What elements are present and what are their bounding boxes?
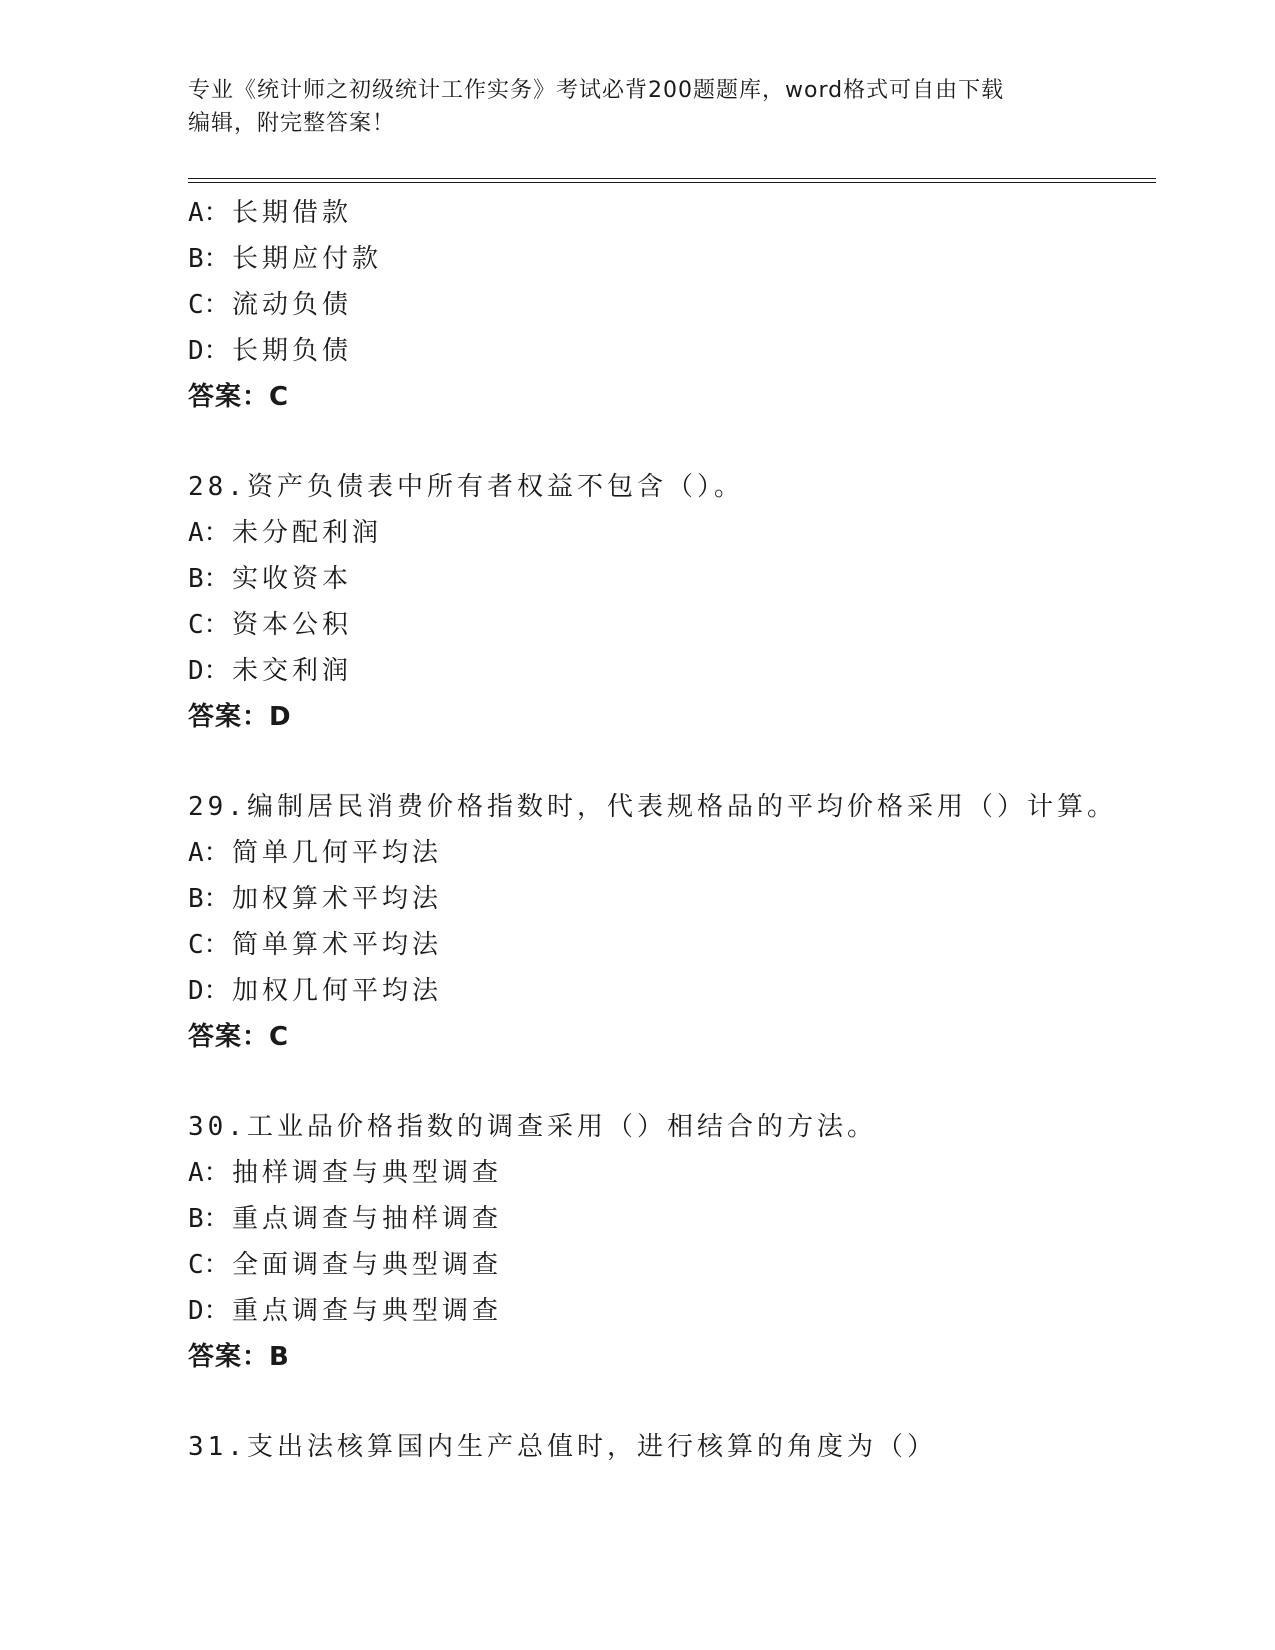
header-double-rule (188, 178, 1156, 183)
option-text: 长期负债 (232, 336, 353, 366)
option-text: 长期应付款 (232, 244, 383, 274)
question-list (188, 190, 1156, 1470)
option-label: C： (188, 1250, 230, 1280)
option-label: B： (188, 564, 230, 594)
option-text: 全面调查与典型调查 (232, 1250, 503, 1280)
option-text: 流动负债 (232, 290, 353, 320)
option-b (188, 876, 1156, 922)
option-d (188, 328, 1156, 374)
option-label: C： (188, 930, 230, 960)
header-title-line-2: 编辑，附完整答案！ (188, 111, 396, 136)
option-label: A： (188, 838, 230, 868)
option-label: D： (188, 336, 230, 366)
option-b (188, 236, 1156, 282)
answer-line: 答案：C (188, 1022, 290, 1052)
option-b (188, 556, 1156, 602)
option-text: 实收资本 (232, 564, 353, 594)
question-28 (188, 464, 1156, 740)
spacer (188, 1380, 1156, 1424)
option-text: 未分配利润 (232, 518, 383, 548)
option-text: 加权算术平均法 (232, 884, 443, 914)
option-label: A： (188, 1158, 230, 1188)
question-stem: 31.支出法核算国内生产总值时，进行核算的角度为（） (188, 1432, 937, 1462)
question-stem: 28.资产负债表中所有者权益不包含（）。 (188, 472, 744, 502)
option-c (188, 1242, 1156, 1288)
spacer (188, 740, 1156, 784)
question-30 (188, 1104, 1156, 1380)
option-a (188, 1150, 1156, 1196)
question-stem: 29.编制居民消费价格指数时，代表规格品的平均价格采用（）计算。 (188, 792, 1117, 822)
option-label: B： (188, 1204, 230, 1234)
question-31 (188, 1424, 1156, 1470)
option-d (188, 648, 1156, 694)
header-title-line-1: 专业《统计师之初级统计工作实务》考试必背200题题库，word格式可自由下载 (188, 78, 1005, 103)
option-label: B： (188, 884, 230, 914)
option-text: 重点调查与典型调查 (232, 1296, 503, 1326)
option-label: C： (188, 290, 230, 320)
option-label: D： (188, 656, 230, 686)
option-text: 重点调查与抽样调查 (232, 1204, 503, 1234)
spacer (188, 1060, 1156, 1104)
option-label: D： (188, 1296, 230, 1326)
question-fragment (188, 190, 1156, 420)
question-stem: 30.工业品价格指数的调查采用（）相结合的方法。 (188, 1112, 877, 1142)
option-d (188, 968, 1156, 1014)
option-label: B： (188, 244, 230, 274)
answer-line: 答案：B (188, 1342, 290, 1372)
option-a (188, 190, 1156, 236)
option-a (188, 830, 1156, 876)
option-c (188, 602, 1156, 648)
option-text: 简单算术平均法 (232, 930, 443, 960)
question-29 (188, 784, 1156, 1060)
option-text: 未交利润 (232, 656, 353, 686)
option-text: 简单几何平均法 (232, 838, 443, 868)
answer-line: 答案：D (188, 702, 292, 732)
answer-line: 答案：C (188, 382, 290, 412)
option-b (188, 1196, 1156, 1242)
option-text: 加权几何平均法 (232, 976, 443, 1006)
option-label: C： (188, 610, 230, 640)
option-label: A： (188, 198, 230, 228)
option-text: 长期借款 (232, 198, 353, 228)
spacer (188, 420, 1156, 464)
option-label: D： (188, 976, 230, 1006)
option-text: 资本公积 (232, 610, 353, 640)
option-text: 抽样调查与典型调查 (232, 1158, 503, 1188)
option-c (188, 282, 1156, 328)
option-a (188, 510, 1156, 556)
option-d (188, 1288, 1156, 1334)
document-header (188, 74, 1088, 140)
option-c (188, 922, 1156, 968)
option-label: A： (188, 518, 230, 548)
